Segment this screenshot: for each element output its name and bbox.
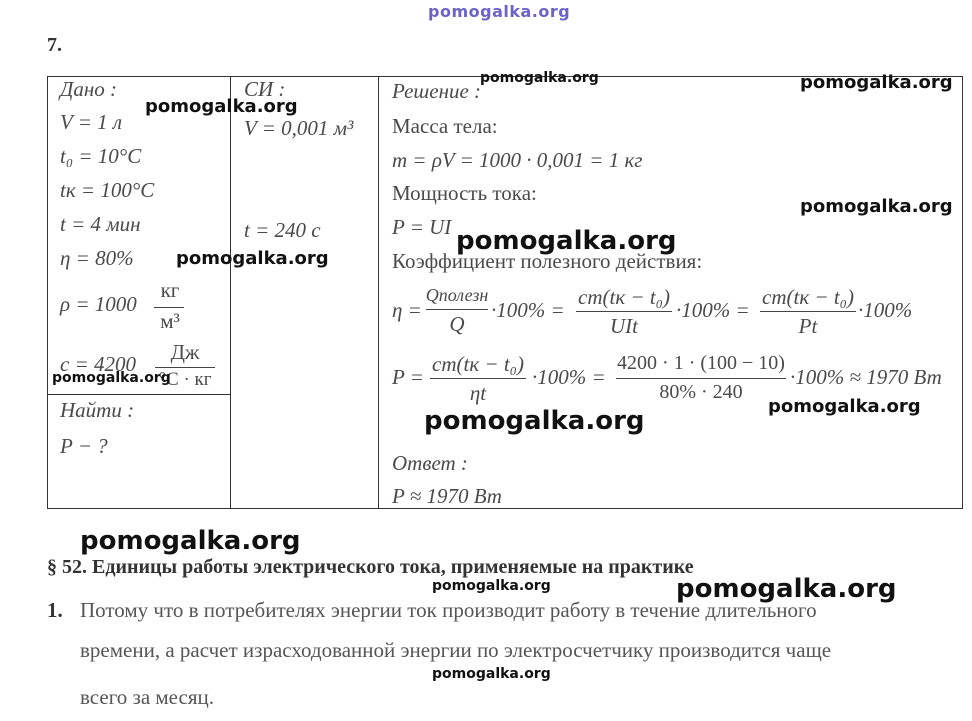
density-unit-denominator: м³ bbox=[160, 309, 180, 333]
heat-denominator: Q bbox=[449, 312, 465, 336]
watermark: pomogalka.org bbox=[800, 196, 953, 217]
watermark: pomogalka.org bbox=[176, 248, 329, 269]
given-header: Дано : bbox=[60, 77, 118, 101]
watermark: pomogalka.org bbox=[456, 226, 677, 256]
si-volume: V = 0,001 м³ bbox=[244, 116, 354, 140]
formula4-denominator: ηt bbox=[469, 381, 487, 405]
given-t0: t₀ = 10°C bbox=[60, 144, 142, 168]
si-header: СИ : bbox=[244, 77, 286, 101]
density-unit-numerator: кг bbox=[160, 278, 180, 302]
section-heading: § 52. Единицы работы электрического тока, применяемые на практике bbox=[47, 556, 694, 578]
given-heat-capacity: c = 4200 bbox=[60, 352, 136, 376]
answer-value: P ≈ 1970 Вт bbox=[392, 484, 502, 508]
paragraph-line-2: времени, а расчет израсходованной энергии по электросчетчику производится чаще bbox=[80, 638, 832, 662]
watermark: pomogalka.org bbox=[768, 396, 921, 417]
watermark: pomogalka.org bbox=[80, 526, 301, 556]
power-formula: P = UI bbox=[392, 215, 452, 239]
watermark: pomogalka.org bbox=[52, 370, 171, 386]
power-label: Мощность тока: bbox=[392, 181, 537, 205]
formula5-numerator: 4200 · 1 · (100 − 10) bbox=[617, 352, 785, 374]
formula3-denominator: Pt bbox=[798, 314, 818, 338]
formula5-denominator: 80% · 240 bbox=[659, 381, 743, 403]
formula2-denominator: UIt bbox=[610, 314, 638, 338]
useful-heat-numerator: Qполезн bbox=[425, 285, 489, 305]
given-density: ρ = 1000 bbox=[60, 292, 137, 316]
times-100-d: ·100% = bbox=[532, 365, 606, 389]
formula4-numerator: cm(tк − t₀) bbox=[432, 352, 524, 376]
item-number: 1. bbox=[47, 598, 63, 622]
mass-formula: m = ρV = 1000 · 0,001 = 1 кг bbox=[392, 148, 643, 172]
heat-unit-denominator: °C · кг bbox=[158, 369, 212, 390]
formula2-numerator: cm(tк − t₀) bbox=[578, 285, 670, 309]
si-time: t = 240 с bbox=[244, 218, 321, 242]
watermark: pomogalka.org bbox=[676, 574, 897, 604]
watermark: pomogalka.org bbox=[424, 406, 645, 436]
find-header: Найти : bbox=[60, 398, 135, 422]
watermark: pomogalka.org bbox=[432, 666, 551, 682]
watermark: pomogalka.org bbox=[480, 70, 599, 86]
given-tk: tк = 100°C bbox=[60, 178, 155, 202]
p-equals: P = bbox=[392, 365, 424, 389]
solution-header: Решение : bbox=[392, 79, 482, 103]
power-result: ·100% ≈ 1970 Вт bbox=[790, 365, 942, 389]
times-100-a: ·100% = bbox=[491, 298, 565, 322]
find-value: P − ? bbox=[60, 434, 108, 458]
eta-symbol: η = bbox=[392, 298, 422, 322]
answer-header: Ответ : bbox=[392, 451, 468, 475]
paragraph-line-3: всего за месяц. bbox=[80, 685, 214, 709]
times-100-b: ·100% = bbox=[676, 298, 750, 322]
watermark: pomogalka.org bbox=[145, 96, 298, 117]
given-volume: V = 1 л bbox=[60, 110, 123, 134]
given-time: t = 4 мин bbox=[60, 212, 141, 236]
watermark: pomogalka.org bbox=[432, 578, 551, 594]
heat-unit-numerator: Дж bbox=[170, 340, 200, 364]
times-100-c: ·100% bbox=[858, 298, 913, 322]
problem-number: 7. bbox=[47, 34, 62, 56]
paragraph-line-1: Потому что в потребителях энергии ток производит работу в течение длительного bbox=[80, 598, 817, 622]
efficiency-label: Коэффициент полезного действия: bbox=[392, 249, 703, 273]
mass-label: Масса тела: bbox=[392, 114, 498, 138]
watermark-top: pomogalka.org bbox=[428, 2, 571, 21]
formula3-numerator: cm(tк − t₀) bbox=[762, 285, 854, 309]
given-efficiency: η = 80% bbox=[60, 246, 134, 270]
watermark: pomogalka.org bbox=[800, 72, 953, 93]
